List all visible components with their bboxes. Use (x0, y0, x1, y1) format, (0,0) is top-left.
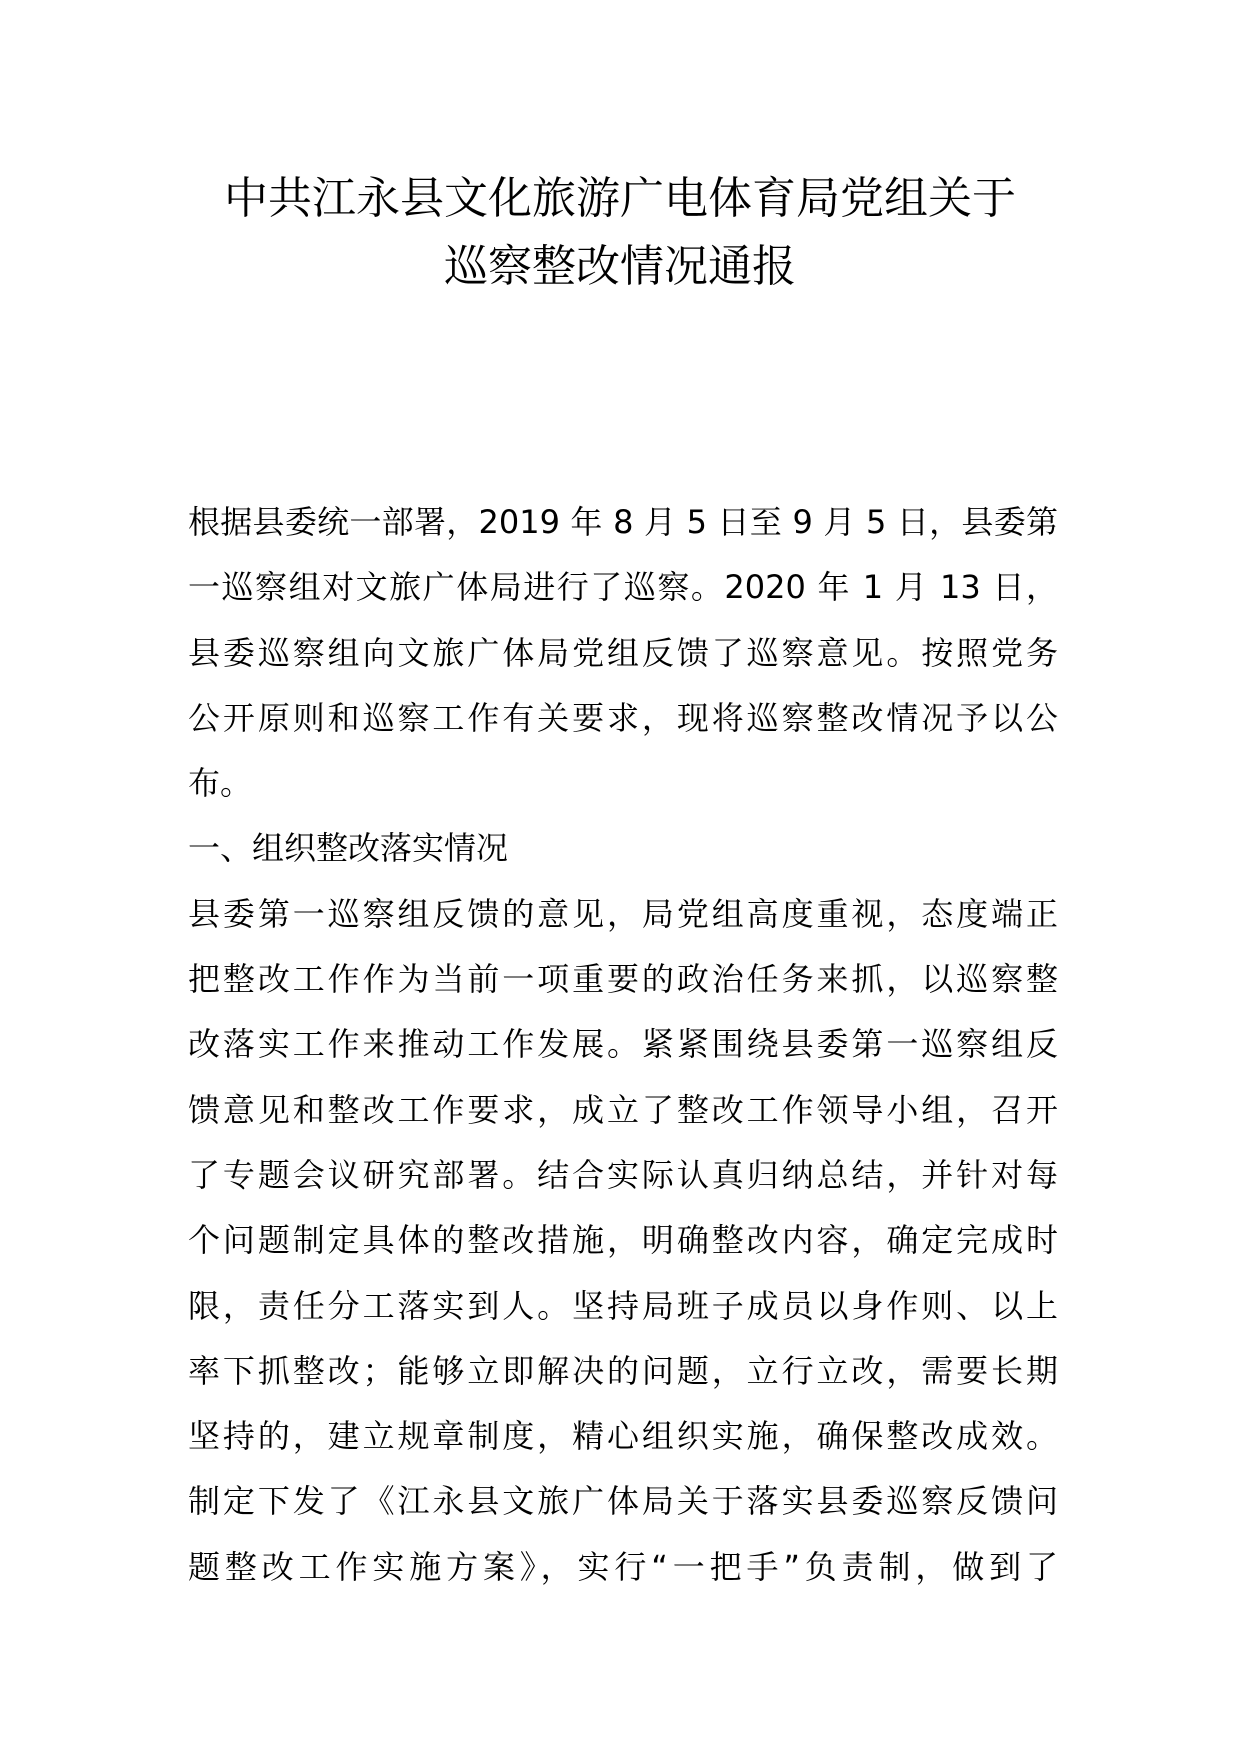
body-line: 了专题会议研究部署。结合实际认真归纳总结，并针对每 (188, 1155, 1058, 1194)
body-line: 题整改工作实施方案》，实行“一把手”负责制，做到了 (188, 1547, 1058, 1586)
title-line-1: 中共江永县文化旅游广电体育局党组关于 (224, 173, 1016, 224)
body-line: 限，责任分工落实到人。坚持局班子成员以身作则、以上 (188, 1286, 1058, 1325)
body-line: 个问题制定具体的整改措施，明确整改内容，确定完成时 (188, 1221, 1058, 1260)
body-line: 县委第一巡察组反馈的意见，局党组高度重视，态度端正 (188, 894, 1058, 933)
document-body (188, 490, 1058, 1600)
body-line: 把整改工作作为当前一项重要的政治任务来抓，以巡察整 (188, 960, 1058, 999)
section-heading: 一、组织整改落实情况 (188, 829, 509, 868)
body-line: 公开原则和巡察工作有关要求，现将巡察整改情况予以公 (188, 698, 1058, 737)
body-line: 率下抓整改；能够立即解决的问题，立行立改，需要长期 (188, 1351, 1058, 1390)
body-line: 根据县委统一部署，2019 年 8 月 5 日至 9 月 5 日，县委第 (188, 503, 1058, 541)
body-line: 一巡察组对文旅广体局进行了巡察。2020 年 1 月 13 日， (188, 568, 1058, 607)
body-line: 坚持的，建立规章制度，精心组织实施，确保整改成效。 (188, 1417, 1058, 1456)
title-line-2: 巡察整改情况通报 (444, 241, 796, 292)
body-line: 制定下发了《江永县文旅广体局关于落实县委巡察反馈问 (188, 1482, 1058, 1521)
body-line: 布。 (188, 764, 253, 803)
body-line: 改落实工作来推动工作发展。紧紧围绕县委第一巡察组反 (188, 1025, 1058, 1064)
body-line: 县委巡察组向文旅广体局党组反馈了巡察意见。按照党务 (188, 633, 1058, 672)
document-title (100, 165, 1140, 301)
body-line: 馈意见和整改工作要求，成立了整改工作领导小组，召开 (188, 1090, 1058, 1129)
